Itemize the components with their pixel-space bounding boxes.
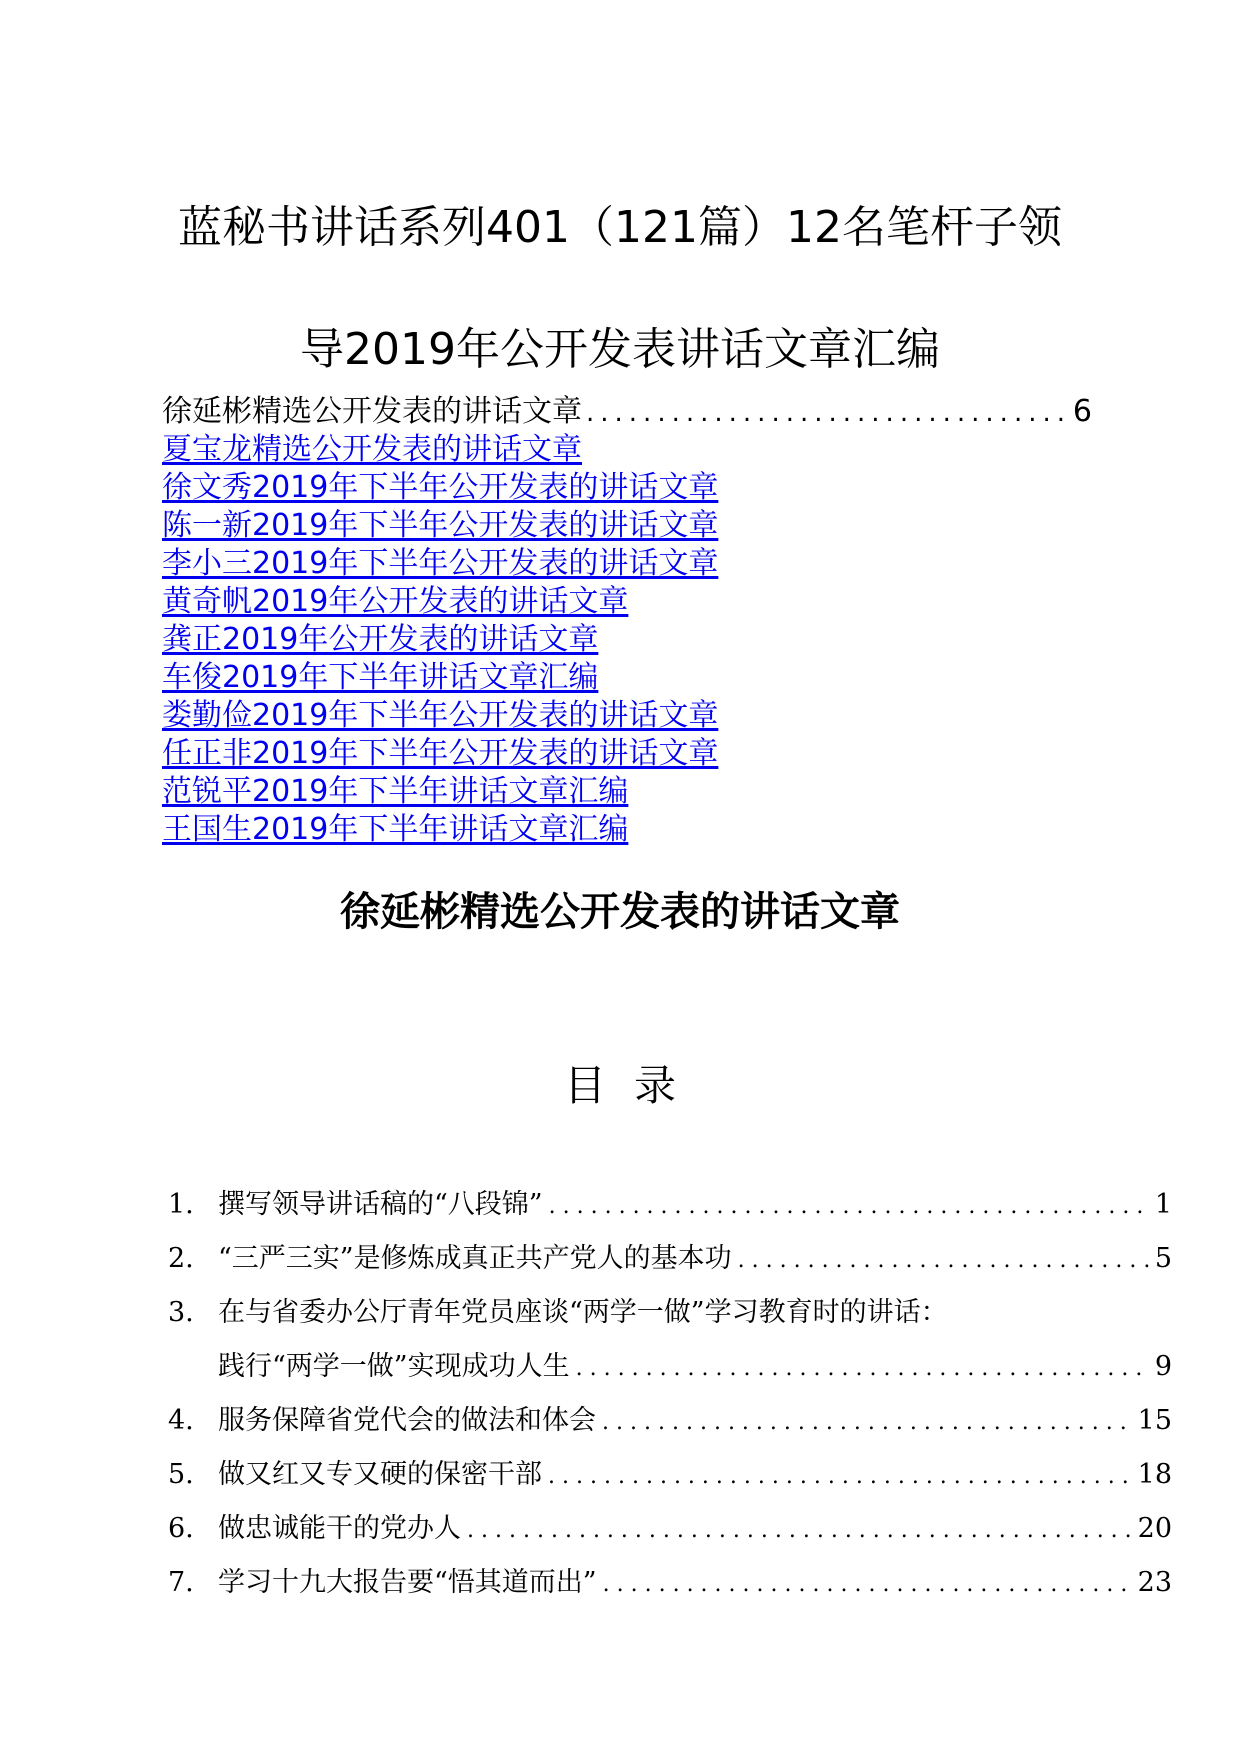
entry-title: 学习十九大报告要“悟其道而出” bbox=[218, 1567, 597, 1598]
contents-list bbox=[168, 1178, 1172, 1610]
entry-title: 在与省委办公厅青年党员座谈“两学一做”学习教育时的讲话： bbox=[218, 1297, 948, 1328]
entry-title-continuation: 践行“两学一做”实现成功人生 bbox=[218, 1351, 570, 1382]
entry-number: 4. bbox=[168, 1405, 194, 1436]
toc-link-huang-qifan[interactable]: 黄奇帆2019年公开发表的讲话文章 bbox=[162, 584, 629, 619]
entry-page: 23 bbox=[1137, 1567, 1172, 1598]
contents-entry-5[interactable] bbox=[168, 1448, 1172, 1502]
toc-entry-text: 徐延彬精选公开发表的讲话文章 bbox=[162, 394, 582, 429]
section-heading: 徐延彬精选公开发表的讲话文章 bbox=[340, 889, 900, 935]
contents-entry-4[interactable] bbox=[168, 1394, 1172, 1448]
entry-title: “三严三实”是修炼成真正共产党人的基本功 bbox=[218, 1243, 732, 1274]
toc-link-fan-ruiping[interactable]: 范锐平2019年下半年讲话文章汇编 bbox=[162, 774, 629, 809]
entry-number: 5. bbox=[168, 1459, 194, 1490]
contents-entry-1[interactable] bbox=[168, 1178, 1172, 1232]
contents-entry-3[interactable] bbox=[168, 1286, 1172, 1340]
entry-number: 2. bbox=[168, 1243, 194, 1274]
toc-link-chen-yixin[interactable]: 陈一新2019年下半年公开发表的讲话文章 bbox=[162, 508, 719, 543]
top-table-of-contents bbox=[162, 393, 1092, 849]
toc-link-ren-zhengfei[interactable]: 任正非2019年下半年公开发表的讲话文章 bbox=[162, 736, 719, 771]
toc-link-gong-zheng[interactable]: 龚正2019年公开发表的讲话文章 bbox=[162, 622, 599, 657]
toc-entry-first[interactable] bbox=[162, 393, 1092, 431]
toc-entry-page: 6 bbox=[1072, 394, 1092, 429]
entry-number: 1. bbox=[168, 1189, 194, 1220]
contents-entry-6[interactable] bbox=[168, 1502, 1172, 1556]
toc-link-che-jun[interactable]: 车俊2019年下半年讲话文章汇编 bbox=[162, 660, 599, 695]
entry-page: 5 bbox=[1154, 1243, 1172, 1274]
entry-page: 15 bbox=[1137, 1405, 1172, 1436]
dot-leader bbox=[467, 1504, 1132, 1558]
dot-leader bbox=[602, 1396, 1132, 1450]
dot-leader bbox=[738, 1234, 1149, 1288]
contents-entry-2[interactable] bbox=[168, 1232, 1172, 1286]
entry-number: 3. bbox=[168, 1297, 194, 1328]
contents-title: 目录 bbox=[563, 1061, 704, 1110]
document-title-line-2: 导2019年公开发表讲话文章汇编 bbox=[300, 324, 940, 375]
entry-page: 20 bbox=[1137, 1513, 1172, 1544]
entry-number: 7. bbox=[168, 1567, 194, 1598]
entry-title: 做忠诚能干的党办人 bbox=[218, 1513, 461, 1544]
entry-page: 18 bbox=[1137, 1459, 1172, 1490]
dot-leader bbox=[586, 394, 1069, 432]
entry-page: 1 bbox=[1154, 1189, 1172, 1220]
contents-entry-7[interactable] bbox=[168, 1556, 1172, 1610]
entry-number: 6. bbox=[168, 1513, 194, 1544]
entry-page: 9 bbox=[1154, 1351, 1172, 1382]
dot-leader bbox=[549, 1180, 1149, 1234]
dot-leader bbox=[576, 1342, 1149, 1396]
dot-leader bbox=[548, 1450, 1132, 1504]
document-title-line-1: 蓝秘书讲话系列401（121篇）12名笔杆子领 bbox=[178, 202, 1062, 253]
toc-link-xia-baolong[interactable]: 夏宝龙精选公开发表的讲话文章 bbox=[162, 432, 582, 467]
toc-link-xu-wenxiu[interactable]: 徐文秀2019年下半年公开发表的讲话文章 bbox=[162, 470, 719, 505]
toc-link-lou-qinjian[interactable]: 娄勤俭2019年下半年公开发表的讲话文章 bbox=[162, 698, 719, 733]
dot-leader bbox=[603, 1558, 1132, 1612]
entry-title: 服务保障省党代会的做法和体会 bbox=[218, 1405, 596, 1436]
toc-link-li-xiaosan[interactable]: 李小三2019年下半年公开发表的讲话文章 bbox=[162, 546, 719, 581]
entry-title: 做又红又专又硬的保密干部 bbox=[218, 1459, 542, 1490]
entry-title: 撰写领导讲话稿的“八段锦” bbox=[218, 1189, 543, 1220]
contents-entry-3-continuation[interactable] bbox=[168, 1340, 1172, 1394]
toc-link-wang-guosheng[interactable]: 王国生2019年下半年讲话文章汇编 bbox=[162, 812, 629, 847]
